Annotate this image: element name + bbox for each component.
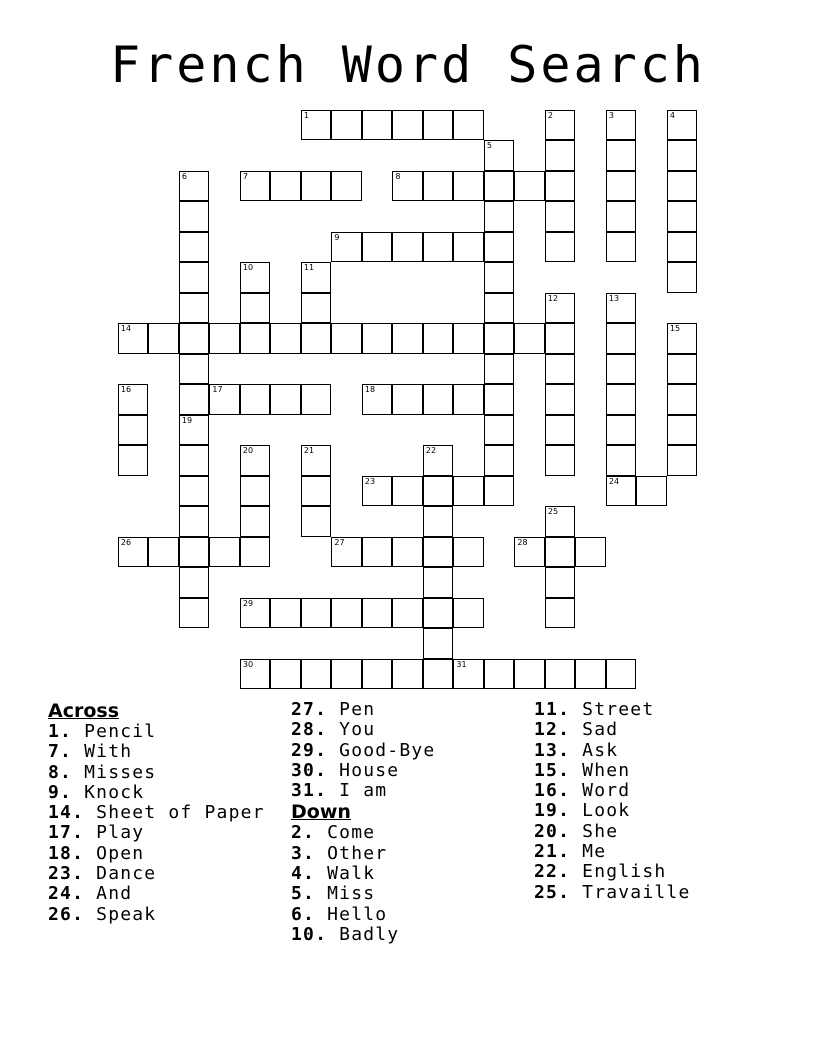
clue-item-text: You	[327, 719, 376, 741]
grid-cell[interactable]	[484, 201, 515, 232]
grid-cell[interactable]	[179, 232, 210, 263]
grid-cell[interactable]	[545, 201, 576, 232]
clue-item	[534, 883, 691, 903]
grid-cell[interactable]	[514, 171, 545, 202]
grid-cell[interactable]	[331, 659, 362, 690]
grid-cell[interactable]	[484, 354, 515, 385]
clue-item	[48, 864, 265, 884]
grid-cell[interactable]	[545, 354, 576, 385]
clue-item-text: Pen	[327, 699, 376, 720]
grid-cell[interactable]	[362, 537, 393, 568]
grid-cell[interactable]	[118, 415, 149, 446]
grid-cell[interactable]	[606, 201, 637, 232]
clue-number: 7	[242, 171, 248, 181]
grid-cell[interactable]	[179, 445, 210, 476]
clue-item	[291, 925, 435, 945]
grid-cell[interactable]	[484, 140, 515, 171]
grid-cell[interactable]	[240, 293, 271, 324]
clue-item	[534, 700, 691, 720]
grid-cell[interactable]	[179, 415, 210, 446]
clue-item-text: Misses	[72, 761, 157, 783]
clue-item	[291, 905, 435, 925]
clue-item-text: Pencil	[72, 721, 157, 742]
grid-cell[interactable]	[575, 659, 606, 690]
grid-cell[interactable]	[606, 354, 637, 385]
clue-item-number: 21.	[534, 841, 571, 863]
grid-cell[interactable]	[575, 537, 606, 568]
clue-item-number: 19.	[534, 800, 571, 822]
grid-cell[interactable]	[179, 567, 210, 598]
clue-item-number: 23.	[48, 863, 85, 885]
grid-cell[interactable]	[270, 384, 301, 415]
clue-item-number: 1.	[48, 721, 73, 742]
grid-cell[interactable]	[179, 293, 210, 324]
clue-item-number: 16.	[534, 780, 571, 802]
grid-cell[interactable]	[514, 659, 545, 690]
grid-cell[interactable]	[362, 598, 393, 629]
clue-item-number: 3.	[291, 842, 316, 864]
grid-cell[interactable]	[545, 415, 576, 446]
clue-number: 21	[303, 446, 315, 456]
clue-number: 16	[120, 385, 132, 395]
grid-cell[interactable]	[453, 537, 484, 568]
grid-cell[interactable]	[392, 476, 423, 507]
clue-number: 26	[120, 537, 132, 547]
grid-cell[interactable]	[392, 537, 423, 568]
clue-item-text: Knock	[72, 781, 145, 803]
clue-item	[48, 803, 265, 823]
grid-cell[interactable]	[484, 262, 515, 293]
clue-item-text: Walk	[315, 863, 376, 885]
clue-number: 18	[364, 385, 376, 395]
grid-cell[interactable]	[148, 537, 179, 568]
grid-cell[interactable]	[423, 628, 454, 659]
grid-cell[interactable]	[301, 598, 332, 629]
clue-item	[534, 741, 691, 761]
grid-cell[interactable]	[453, 232, 484, 263]
grid-cell[interactable]	[270, 598, 301, 629]
clue-column-2	[291, 700, 435, 945]
grid-cell[interactable]	[392, 384, 423, 415]
grid-cell[interactable]	[301, 110, 332, 141]
clue-item-number: 10.	[291, 923, 328, 945]
clue-item-number: 31.	[291, 780, 328, 802]
clue-item-number: 2.	[291, 822, 316, 844]
clue-item-number: 13.	[534, 739, 571, 761]
grid-cell[interactable]	[423, 110, 454, 141]
grid-cell[interactable]	[667, 171, 698, 202]
grid-cell[interactable]	[423, 659, 454, 690]
grid-cell[interactable]	[545, 232, 576, 263]
grid-cell[interactable]	[240, 659, 271, 690]
grid-cell[interactable]	[331, 537, 362, 568]
grid-cell[interactable]	[545, 659, 576, 690]
grid-cell[interactable]	[667, 140, 698, 171]
grid-cell[interactable]	[179, 262, 210, 293]
clue-item-number: 30.	[291, 759, 328, 781]
grid-cell[interactable]	[362, 659, 393, 690]
clue-item	[291, 884, 435, 904]
clue-item-text: Other	[315, 842, 388, 864]
grid-cell[interactable]	[484, 415, 515, 446]
clue-item	[291, 720, 435, 740]
grid-cell[interactable]	[240, 537, 271, 568]
clue-item	[534, 781, 691, 801]
grid-cell[interactable]	[545, 293, 576, 324]
grid-cell[interactable]	[545, 110, 576, 141]
grid-cell[interactable]	[301, 659, 332, 690]
grid-cell[interactable]	[118, 323, 149, 354]
clue-item-text: Come	[315, 822, 376, 844]
grid-cell[interactable]	[118, 537, 149, 568]
grid-cell[interactable]	[240, 445, 271, 476]
clue-column-3	[534, 700, 691, 903]
grid-cell[interactable]	[545, 171, 576, 202]
clue-number: 31	[456, 659, 467, 669]
clue-item	[291, 761, 435, 781]
clue-item-text: I am	[327, 780, 388, 802]
clue-number: 22	[425, 446, 437, 456]
clue-number: 3	[608, 110, 614, 120]
clue-item-text: Travaille	[570, 881, 691, 903]
clue-item-text: When	[570, 759, 631, 781]
grid-cell[interactable]	[362, 323, 393, 354]
grid-cell[interactable]	[545, 506, 576, 537]
clue-item	[48, 742, 265, 762]
grid-cell[interactable]	[240, 476, 271, 507]
clue-number: 13	[608, 293, 620, 303]
grid-cell[interactable]	[118, 445, 149, 476]
clue-number: 23	[364, 476, 376, 486]
clue-item-text: Speak	[84, 903, 157, 925]
grid-cell[interactable]	[362, 232, 393, 263]
grid-cell[interactable]	[240, 598, 271, 629]
grid-cell[interactable]	[423, 445, 454, 476]
grid-cell[interactable]	[362, 384, 393, 415]
clue-number: 12	[547, 293, 559, 303]
grid-cell[interactable]	[392, 323, 423, 354]
clue-item	[48, 905, 265, 925]
grid-cell[interactable]	[545, 537, 576, 568]
clue-item	[534, 862, 691, 882]
grid-cell[interactable]	[484, 384, 515, 415]
page-title: French Word Search	[110, 36, 706, 94]
grid-cell[interactable]	[392, 598, 423, 629]
grid-cell[interactable]	[270, 659, 301, 690]
clue-item-number: 15.	[534, 759, 571, 781]
grid-cell[interactable]	[240, 506, 271, 537]
grid-cell[interactable]	[301, 262, 332, 293]
clue-item	[534, 761, 691, 781]
grid-cell[interactable]	[423, 506, 454, 537]
clue-item-number: 24.	[48, 883, 85, 905]
grid-cell[interactable]	[484, 323, 515, 354]
grid-cell[interactable]	[453, 659, 484, 690]
clue-item	[291, 864, 435, 884]
grid-cell[interactable]	[301, 171, 332, 202]
grid-cell[interactable]	[667, 445, 698, 476]
grid-cell[interactable]	[179, 384, 210, 415]
clue-item-number: 12.	[534, 719, 571, 741]
down-clue-list	[291, 823, 435, 945]
clue-item-text: Dance	[84, 863, 157, 885]
across-clue-list-continued	[291, 700, 435, 801]
clue-item-text: Hello	[315, 903, 388, 925]
grid-cell[interactable]	[331, 171, 362, 202]
grid-cell[interactable]	[301, 445, 332, 476]
clue-number: 9	[334, 232, 340, 242]
grid-cell[interactable]	[331, 323, 362, 354]
across-heading: Across	[48, 700, 120, 722]
grid-cell[interactable]	[331, 598, 362, 629]
clue-item	[48, 722, 265, 742]
clue-item-text: Sheet of Paper	[84, 802, 265, 824]
clue-item-number: 20.	[534, 820, 571, 842]
clue-item-number: 18.	[48, 842, 85, 864]
clue-column-1	[48, 700, 265, 925]
grid-cell[interactable]	[667, 201, 698, 232]
clue-number: 17	[212, 385, 223, 395]
grid-cell[interactable]	[545, 445, 576, 476]
grid-cell[interactable]	[179, 171, 210, 202]
clue-number: 15	[669, 324, 681, 334]
down-clue-list-continued	[534, 700, 691, 903]
clue-item	[534, 801, 691, 821]
grid-cell[interactable]	[606, 140, 637, 171]
grid-cell[interactable]	[270, 323, 301, 354]
grid-cell[interactable]	[606, 659, 637, 690]
grid-cell[interactable]	[270, 171, 301, 202]
grid-cell[interactable]	[606, 232, 637, 263]
grid-cell[interactable]	[301, 323, 332, 354]
grid-cell[interactable]	[545, 384, 576, 415]
clue-item	[291, 844, 435, 864]
clue-item-number: 27.	[291, 699, 328, 720]
clue-item	[48, 823, 265, 843]
grid-cell[interactable]	[484, 445, 515, 476]
clue-number: 1	[303, 110, 309, 120]
grid-cell[interactable]	[606, 323, 637, 354]
grid-cell[interactable]	[240, 171, 271, 202]
clue-item-text: Open	[84, 842, 145, 864]
grid-cell[interactable]	[423, 598, 454, 629]
grid-cell[interactable]	[179, 476, 210, 507]
grid-cell[interactable]	[179, 537, 210, 568]
grid-cell[interactable]	[423, 323, 454, 354]
clue-number: 10	[242, 263, 254, 273]
clue-item	[48, 884, 265, 904]
clue-item-text: Me	[570, 841, 607, 863]
clue-item	[291, 741, 435, 761]
grid-cell[interactable]	[331, 232, 362, 263]
clue-item	[534, 822, 691, 842]
grid-cell[interactable]	[484, 659, 515, 690]
grid-cell[interactable]	[453, 384, 484, 415]
clue-item-text: Play	[84, 822, 145, 844]
grid-cell[interactable]	[392, 171, 423, 202]
grid-cell[interactable]	[545, 598, 576, 629]
across-clue-list	[48, 722, 265, 925]
down-heading: Down	[291, 801, 351, 824]
clue-number: 28	[517, 537, 528, 547]
clue-item	[48, 783, 265, 803]
clue-item-text: House	[327, 759, 400, 781]
clue-number: 2	[547, 110, 553, 120]
clue-number: 6	[181, 171, 187, 181]
clue-item-number: 17.	[48, 822, 85, 844]
grid-cell[interactable]	[606, 476, 637, 507]
grid-cell[interactable]	[209, 384, 240, 415]
clue-item-text: Miss	[315, 883, 376, 905]
clue-number: 20	[242, 446, 254, 456]
clue-number: 25	[547, 507, 559, 517]
clue-item-text: Badly	[327, 923, 400, 945]
clue-item	[291, 823, 435, 843]
clue-item	[48, 763, 265, 783]
grid-cell[interactable]	[667, 232, 698, 263]
grid-cell[interactable]	[606, 384, 637, 415]
grid-cell[interactable]	[606, 415, 637, 446]
clue-item-text: Ask	[570, 739, 619, 761]
grid-cell[interactable]	[240, 384, 271, 415]
grid-cell[interactable]	[179, 201, 210, 232]
clue-item	[534, 842, 691, 862]
clue-item-number: 7.	[48, 741, 73, 763]
grid-cell[interactable]	[514, 323, 545, 354]
grid-cell[interactable]	[667, 384, 698, 415]
grid-cell[interactable]	[240, 262, 271, 293]
grid-cell[interactable]	[179, 598, 210, 629]
grid-cell[interactable]	[118, 384, 149, 415]
grid-cell[interactable]	[545, 323, 576, 354]
clue-number: 14	[120, 324, 132, 334]
grid-cell[interactable]	[392, 659, 423, 690]
clue-item-text: She	[570, 820, 619, 842]
grid-cell[interactable]	[392, 110, 423, 141]
grid-cell[interactable]	[545, 140, 576, 171]
clue-item	[291, 781, 435, 801]
grid-cell[interactable]	[667, 110, 698, 141]
clue-item-text: English	[570, 861, 667, 883]
clue-item-number: 14.	[48, 802, 85, 824]
clue-number: 29	[242, 598, 254, 608]
grid-cell[interactable]	[667, 262, 698, 293]
grid-cell[interactable]	[362, 476, 393, 507]
grid-cell[interactable]	[240, 323, 271, 354]
grid-cell[interactable]	[392, 232, 423, 263]
clue-item-number: 11.	[534, 699, 571, 720]
grid-cell[interactable]	[423, 232, 454, 263]
grid-cell[interactable]	[453, 598, 484, 629]
grid-cell[interactable]	[636, 476, 667, 507]
grid-cell[interactable]	[362, 110, 393, 141]
grid-cell[interactable]	[301, 506, 332, 537]
clue-number: 4	[669, 110, 675, 120]
grid-cell[interactable]	[545, 567, 576, 598]
grid-cell[interactable]	[423, 384, 454, 415]
grid-cell[interactable]	[423, 567, 454, 598]
grid-cell[interactable]	[423, 476, 454, 507]
grid-cell[interactable]	[484, 232, 515, 263]
clue-item	[534, 720, 691, 740]
grid-cell[interactable]	[667, 354, 698, 385]
grid-cell[interactable]	[606, 293, 637, 324]
clue-item-number: 26.	[48, 903, 85, 925]
grid-cell[interactable]	[667, 323, 698, 354]
grid-cell[interactable]	[301, 384, 332, 415]
clue-item-text: Good-Bye	[327, 739, 436, 761]
clue-number: 5	[486, 141, 492, 151]
grid-cell[interactable]	[331, 110, 362, 141]
clue-item-number: 5.	[291, 883, 316, 905]
clue-item-text: Look	[570, 800, 631, 822]
grid-cell[interactable]	[514, 537, 545, 568]
clue-number: 24	[608, 476, 620, 486]
grid-cell[interactable]	[453, 323, 484, 354]
grid-cell[interactable]	[484, 171, 515, 202]
grid-cell[interactable]	[179, 506, 210, 537]
clue-number: 11	[303, 263, 315, 273]
grid-cell[interactable]	[453, 476, 484, 507]
grid-cell[interactable]	[148, 323, 179, 354]
clue-item-text: Street	[570, 699, 655, 720]
clue-item-number: 25.	[534, 881, 571, 903]
grid-cell[interactable]	[667, 415, 698, 446]
clue-item	[291, 700, 435, 720]
grid-cell[interactable]	[179, 323, 210, 354]
grid-cell[interactable]	[423, 171, 454, 202]
clue-item	[48, 844, 265, 864]
clue-item-number: 28.	[291, 719, 328, 741]
grid-cell[interactable]	[453, 110, 484, 141]
grid-cell[interactable]	[484, 476, 515, 507]
grid-cell[interactable]	[179, 354, 210, 385]
grid-cell[interactable]	[209, 537, 240, 568]
clue-item-text: With	[72, 741, 133, 763]
clue-item-number: 9.	[48, 781, 73, 803]
clue-number: 27	[334, 537, 345, 547]
clue-number: 30	[242, 659, 254, 669]
grid-cell[interactable]	[301, 293, 332, 324]
clue-item-text: Word	[570, 780, 631, 802]
grid-cell[interactable]	[423, 537, 454, 568]
clue-number: 19	[181, 415, 193, 425]
clue-item-number: 6.	[291, 903, 316, 925]
clue-number: 8	[395, 171, 401, 181]
grid-cell[interactable]	[606, 445, 637, 476]
clue-item-number: 8.	[48, 761, 73, 783]
clue-item-text: Sad	[570, 719, 619, 741]
grid-cell[interactable]	[453, 171, 484, 202]
clue-item-text: And	[84, 883, 133, 905]
clue-item-number: 4.	[291, 863, 316, 885]
grid-cell[interactable]	[484, 293, 515, 324]
grid-cell[interactable]	[301, 476, 332, 507]
grid-cell[interactable]	[606, 171, 637, 202]
grid-cell[interactable]	[606, 110, 637, 141]
clue-item-number: 22.	[534, 861, 571, 883]
clue-item-number: 29.	[291, 739, 328, 761]
grid-cell[interactable]	[209, 323, 240, 354]
